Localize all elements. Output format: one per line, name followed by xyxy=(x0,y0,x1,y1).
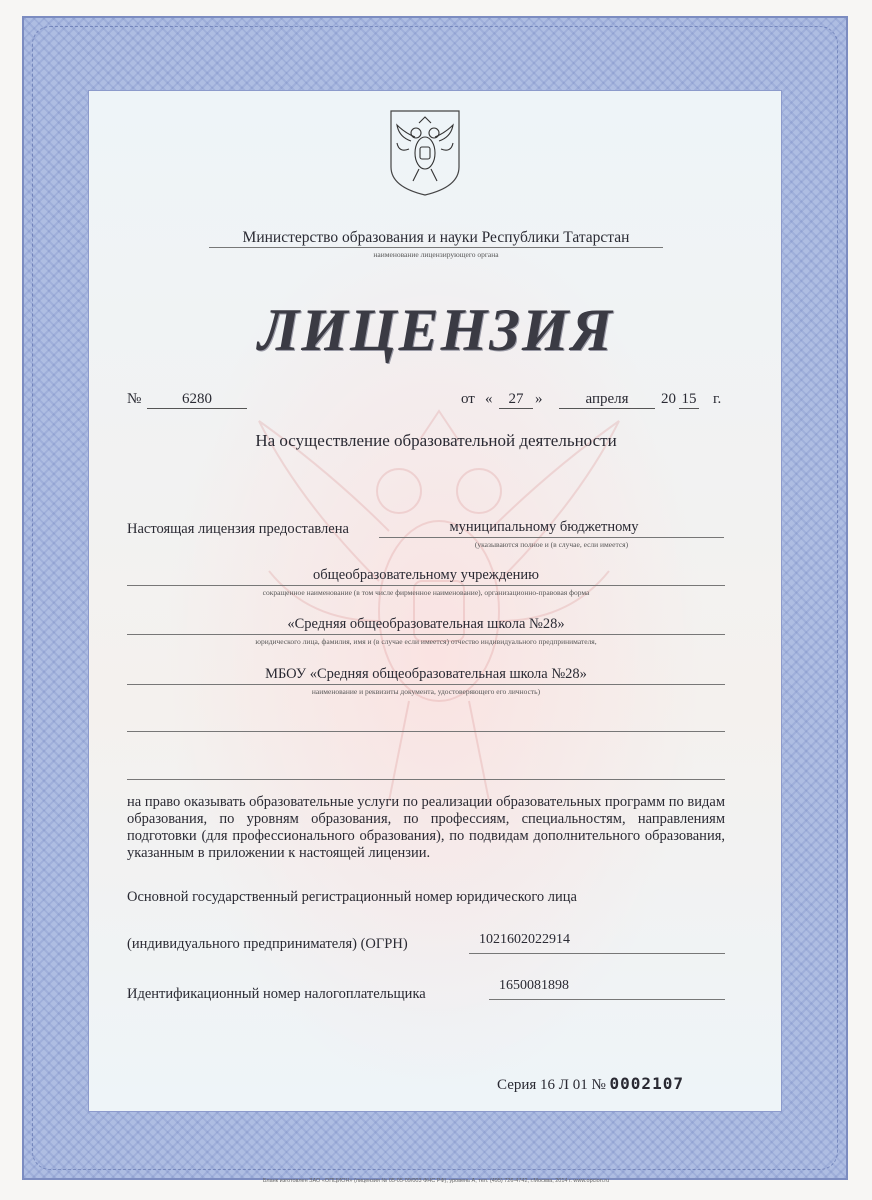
granted-to-label: Настоящая лицензия предоставлена xyxy=(127,521,349,537)
document-title: ЛИЦЕНЗИЯ xyxy=(258,297,614,363)
licensee-caption-3: юридического лица, фамилия, имя и (в случае если имеется) отчество индивидуального предпринимателя, xyxy=(255,637,597,646)
licensee-caption-2: сокращенное наименование (в том числе фирменное наименование), организационно-правовая форма xyxy=(262,588,590,597)
license-number: 6280 xyxy=(147,391,247,409)
blank-rule-2 xyxy=(127,779,725,780)
licensee-line-3: «Средняя общеобразовательная школа №28» xyxy=(287,616,565,632)
licensee-caption-4: наименование и реквизиты документа, удостоверяющего его личность) xyxy=(311,687,541,696)
ogrn-label-line-1: Основной государственный регистрационный номер юридического лица xyxy=(127,889,577,905)
license-number-sign: № xyxy=(127,391,142,407)
rights-paragraph: на право оказывать образовательные услуги по реализации образовательных программ по видам образования, по уровням образования, по профессиям, специальностям, направлениям подготовки (для профессионального образования), по подвидам дополнительного образования, указанным в приложении к настоящей лицензии. xyxy=(127,794,725,861)
date-quote-close: » xyxy=(535,391,543,407)
date-month: апреля xyxy=(559,391,655,409)
date-from-label: от xyxy=(461,391,475,407)
date-year-suffix: г. xyxy=(713,391,722,407)
ogrn-value: 1021602022914 xyxy=(479,932,570,947)
ministry-underline xyxy=(209,247,663,248)
printer-footer: Бланк изготовлен ЗАО «ОПЦИОН» (лицензия № 05-05-09/003 ФНС РФ), уровень А, тел. (495) 726-4742, г.Москва, 2014 г. www.opcion.ru xyxy=(262,1178,610,1184)
license-body xyxy=(88,90,782,1112)
blank-series xyxy=(497,1074,684,1094)
licensee-line-4: МБОУ «Средняя общеобразовательная школа №28» xyxy=(265,666,587,682)
licensee-rule-2 xyxy=(127,585,725,586)
licensee-caption-1: (указываются полное и (в случае, если имеется) xyxy=(474,540,629,549)
licensee-rule-3 xyxy=(127,634,725,635)
series-number: 0002107 xyxy=(609,1074,684,1093)
ministry-caption: наименование лицензирующего органа xyxy=(373,250,499,259)
inn-rule xyxy=(489,999,725,1000)
licensee-rule-1 xyxy=(379,537,724,538)
license-subject: На осуществление образовательной деятельности xyxy=(255,431,617,450)
date-quote-open: « xyxy=(485,391,493,407)
series-code: 16 Л 01 xyxy=(540,1077,588,1093)
licensee-line-2: общеобразовательному учреждению xyxy=(313,567,539,583)
inn-label: Идентификационный номер налогоплательщика xyxy=(127,986,426,1002)
licensee-rule-4 xyxy=(127,684,725,685)
licensee-line-1: муниципальному бюджетному xyxy=(449,519,639,535)
inn-value: 1650081898 xyxy=(499,978,569,993)
ogrn-rule xyxy=(469,953,725,954)
date-year: 15 xyxy=(679,391,699,409)
blank-rule-1 xyxy=(127,731,725,732)
date-century: 20 xyxy=(661,391,676,407)
series-label: Серия xyxy=(497,1077,537,1093)
date-day: 27 xyxy=(499,391,533,409)
ogrn-label-line-2: (индивидуального предпринимателя) (ОГРН) xyxy=(127,936,408,952)
coat-of-arms-emblem xyxy=(389,109,461,197)
ministry-name: Министерство образования и науки Республики Татарстан xyxy=(242,229,630,246)
series-number-sign: № xyxy=(591,1077,606,1093)
